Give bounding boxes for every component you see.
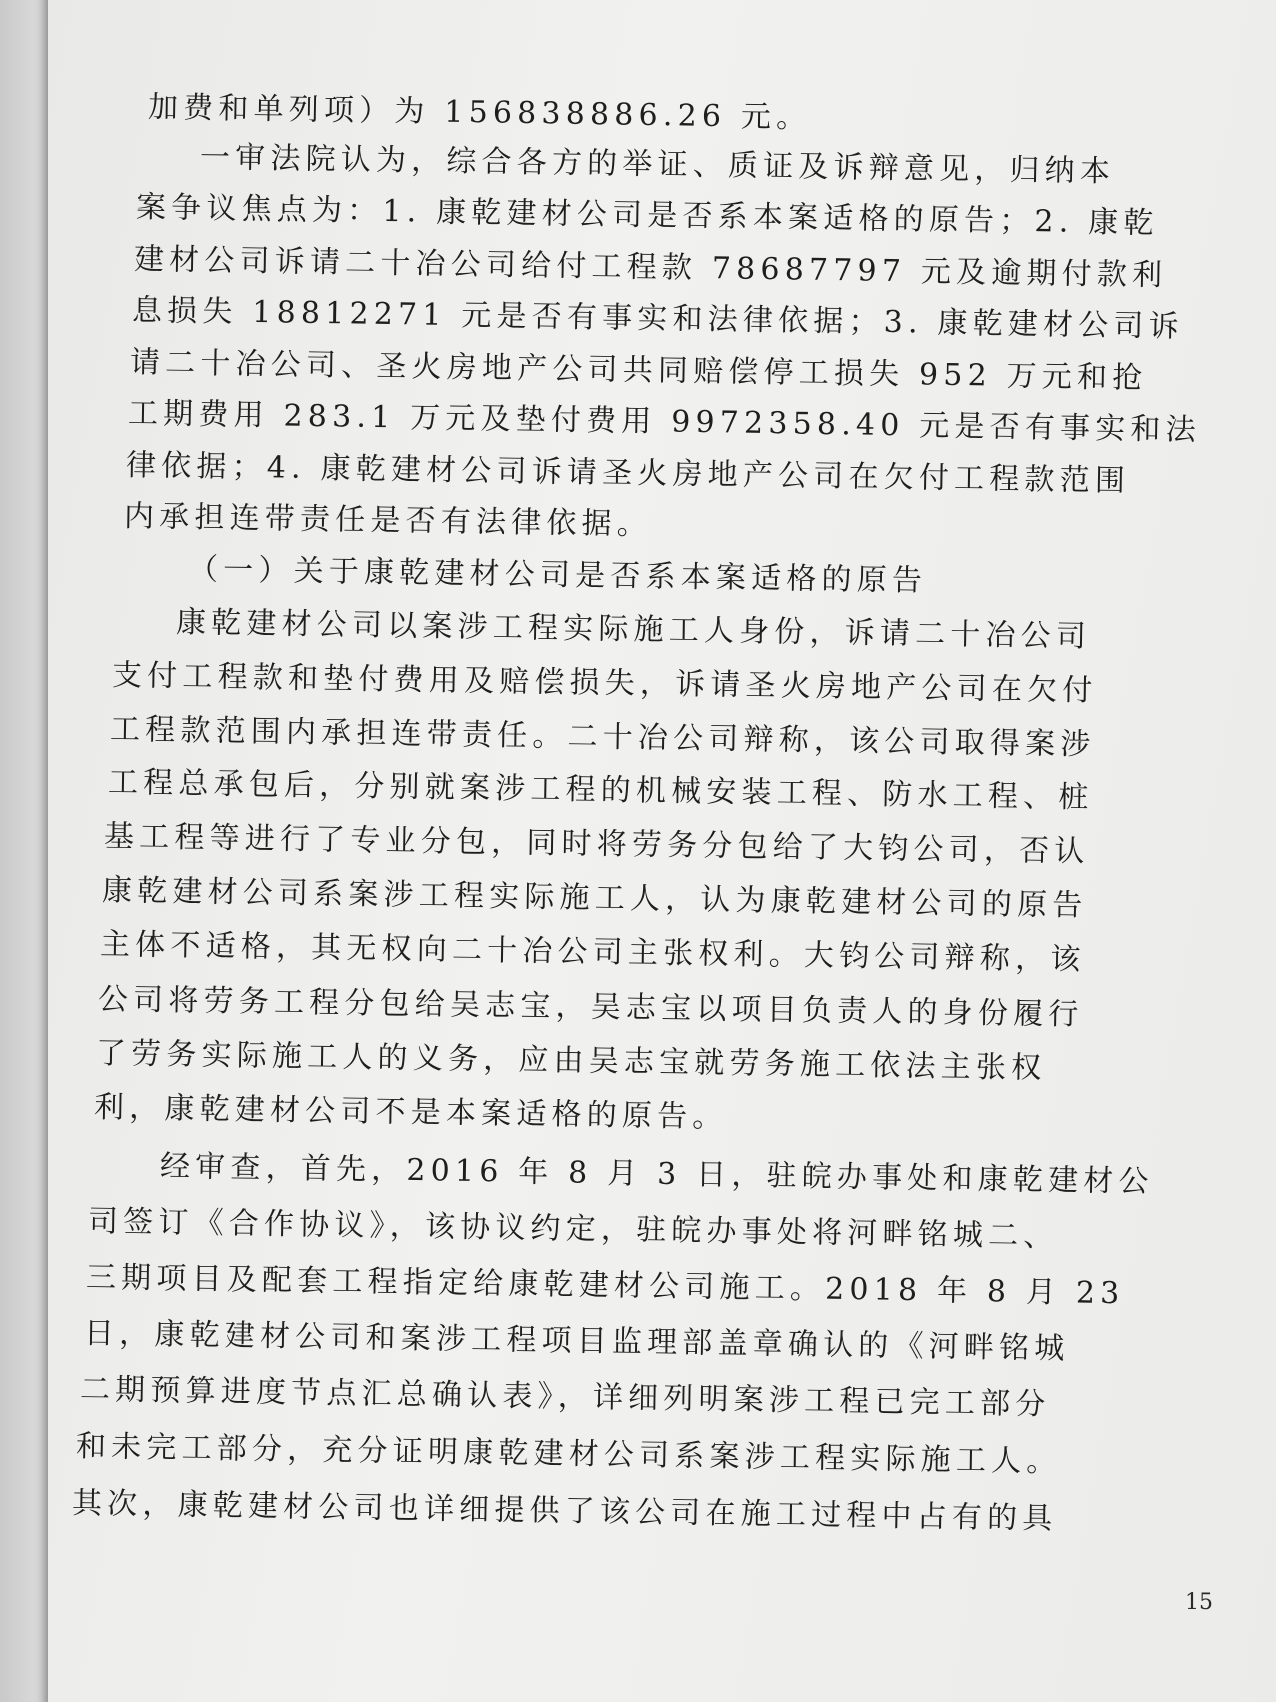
section-heading: （一）关于康乾建材公司是否系本案适格的原告 [187,552,928,599]
text-line-8: 律依据；4. 康乾建材公司诉请圣火房地产公司在欠付工程款范围 [125,448,1131,499]
text-line-4: 建材公司诉请二十冶公司给付工程款 78687797 元及逾期付款利 [133,242,1168,294]
text-line-17: 主体不适格，其无权向二十冶公司主张权利。大钧公司辩称，该 [99,927,1086,978]
text-line-19: 了劳务实际施工人的义务，应由吴志宝就劳务施工依法主张权 [95,1036,1047,1086]
text-line-13: 工程款范围内承担连带责任。二十冶公司辩称，该公司取得案涉 [109,712,1096,763]
text-line-9: 内承担连带责任是否有法律依据。 [123,499,653,543]
page-number: 15 [1185,1590,1213,1615]
text-line-15: 基工程等进行了专业分包，同时将劳务分包给了大钧公司，否认 [103,819,1090,870]
text-line-12: 支付工程款和垫付费用及赔偿损失，诉请圣火房地产公司在欠付 [111,658,1098,709]
text-line-25: 二期预算进度节点汇总确认表》，详细列明案涉工程已完工部分 [79,1372,1051,1423]
text-line-24: 日，康乾建材公司和案涉工程项目监理部盖章确认的《河畔铭城 [83,1316,1070,1367]
text-line-23: 三期项目及配套工程指定给康乾建材公司施工。2018 年 8 月 23 [85,1260,1125,1312]
text-line-16: 康乾建材公司系案涉工程实际施工人，认为康乾建材公司的原告 [101,873,1088,924]
text-line-18: 公司将劳务工程分包给吴志宝，吴志宝以项目负责人的身份履行 [97,982,1084,1033]
text-line-27: 其次，康乾建材公司也详细提供了该公司在施工过程中占有的具 [71,1486,1058,1537]
text-line-7: 工期费用 283.1 万元及垫付费用 9972358.40 元是否有事实和法 [127,396,1202,448]
text-line-11: 康乾建材公司以案涉工程实际施工人身份，诉请二十冶公司 [175,605,1092,655]
text-line-3: 案争议焦点为：1. 康乾建材公司是否系本案适格的原告；2. 康乾 [135,190,1159,242]
text-line-20: 利，康乾建材公司不是本案适格的原告。 [93,1090,728,1135]
text-line-21: 经审查，首先，2016 年 8 月 3 日，驻皖办事处和康乾建材公 [159,1149,1154,1200]
text-line-6: 请二十冶公司、圣火房地产公司共同赔偿停工损失 952 万元和抢 [129,345,1148,396]
text-line-22: 司签订《合作协议》，该协议约定，驻皖办事处将河畔铭城二、 [87,1204,1059,1255]
text-line-14: 工程总承包后，分别就案涉工程的机械安装工程、防水工程、桩 [107,765,1094,816]
text-line-1: 加费和单列项）为 156838886.26 元。 [147,90,812,136]
text-line-26: 和未完工部分，充分证明康乾建材公司系案涉工程实际施工人。 [75,1429,1062,1480]
text-line-2: 一审法院认为，综合各方的举证、质证及诉辩意见，归纳本 [199,140,1116,190]
text-line-5: 息损失 18812271 元是否有事实和法律依据；3. 康乾建材公司诉 [131,293,1185,345]
